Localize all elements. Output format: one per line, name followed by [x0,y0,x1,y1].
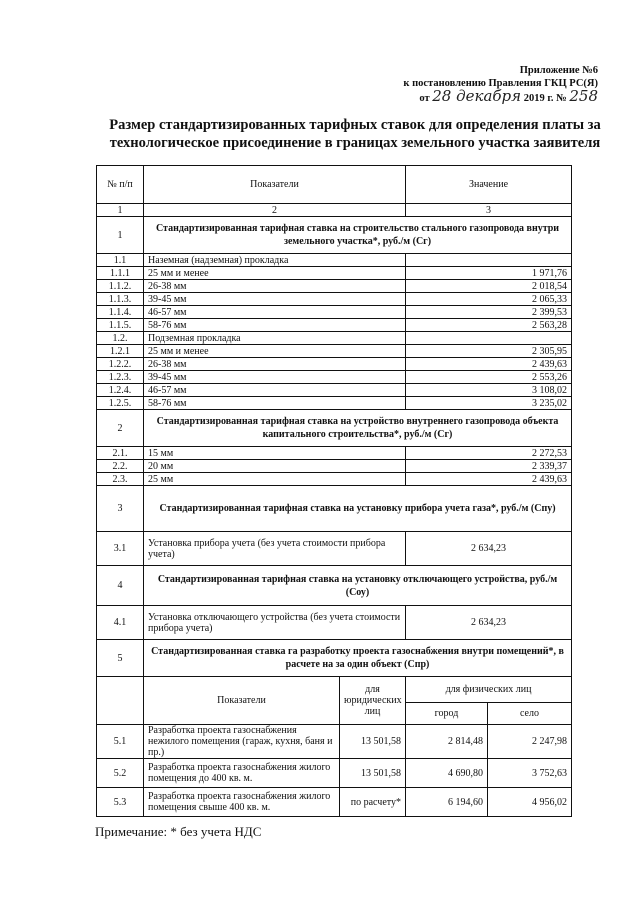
row-legal: 13 501,58 [340,759,406,788]
row-value: 2 634,23 [406,532,572,566]
table-row [97,293,572,306]
row-name: 46-57 мм [144,306,406,319]
section-title: Стандартизированная ставка га разработку проекта газоснабжения внутри помещений*, в расчете на за один объект (Спр) [144,640,572,677]
section-num: 3 [97,486,144,532]
subheader-physical: для физических лиц [406,677,572,703]
row-name: Установка отключающего устройства (без учета стоимости прибора учета) [144,606,406,640]
row-legal: по расчету* [340,788,406,817]
footnote: Примечание: * без учета НДС [95,824,262,839]
row-village: 3 752,63 [488,759,572,788]
row-num: 2.3. [97,473,144,486]
table-row [97,345,572,358]
index-cell: 1 [97,204,144,217]
table-row [97,319,572,332]
row-num: 3.1 [97,532,144,566]
row-num: 1.2. [97,332,144,345]
section-row [97,217,572,254]
row-name: Разработка проекта газоснабжения нежилого помещения (гараж, кухня, баня и пр.) [144,725,340,759]
section-title: Стандартизированная тарифная ставка на установку прибора учета газа*, руб./м (Спу) [144,486,572,532]
row-value [406,332,572,345]
date-suffix: 2019 г. № [523,93,567,104]
row-value: 2 439,63 [406,473,572,486]
row-num: 1.1.2. [97,280,144,293]
table-row [97,460,572,473]
header-value: Значение [406,166,572,204]
row-num: 1.1.1 [97,267,144,280]
row-name: 58-76 мм [144,397,406,410]
row-name: 58-76 мм [144,319,406,332]
section-title: Стандартизированная тарифная ставка на установку отключающего устройства, руб./м (Соу) [144,566,572,606]
row-value: 2 272,53 [406,447,572,460]
row-name: Наземная (надземная) прокладка [144,254,406,267]
subheader-name: Показатели [144,677,340,725]
table-row [97,332,572,345]
row-num: 4.1 [97,606,144,640]
handwritten-date: 28 декабря [432,87,522,105]
section-num: 1 [97,217,144,254]
table-row [97,254,572,267]
row-village: 2 247,98 [488,725,572,759]
header-name: Показатели [144,166,406,204]
row-value: 1 971,76 [406,267,572,280]
row-num: 5.2 [97,759,144,788]
row-num: 5.1 [97,725,144,759]
section-num: 2 [97,410,144,447]
table-row [97,384,572,397]
section-row [97,410,572,447]
table-body [97,166,572,817]
table-row [97,267,572,280]
row-num: 1.2.4. [97,384,144,397]
table-row [97,280,572,293]
row-name: Установка прибора учета (без учета стоимости прибора учета) [144,532,406,566]
row-num: 1.2.5. [97,397,144,410]
row-city: 6 194,60 [406,788,488,817]
table-row [97,306,572,319]
row-name: 46-57 мм [144,384,406,397]
section-title: Стандартизированная тарифная ставка на устройство внутреннего газопровода объекта капитального строительства*, руб./м (Сг) [144,410,572,447]
section-num: 4 [97,566,144,606]
row-value: 2 634,23 [406,606,572,640]
row-value: 2 439,63 [406,358,572,371]
index-cell: 3 [406,204,572,217]
table-row [97,371,572,384]
row-value: 2 018,54 [406,280,572,293]
index-cell: 2 [144,204,406,217]
row-value: 2 339,37 [406,460,572,473]
row-value: 2 563,28 [406,319,572,332]
handwritten-number: 258 [569,87,598,105]
section-title: Стандартизированная тарифная ставка на строительство стального газопровода внутри земельного участка*, руб./м (Сг) [144,217,572,254]
table-row [97,447,572,460]
row-num: 5.3 [97,788,144,817]
row-legal: 13 501,58 [340,725,406,759]
table-row [97,606,572,640]
section-row [97,566,572,606]
row-value: 2 065,33 [406,293,572,306]
row-village: 4 956,02 [488,788,572,817]
row-name: 39-45 мм [144,293,406,306]
table-row [97,358,572,371]
header-row [97,166,572,204]
table-row [97,725,572,759]
row-value: 3 235,02 [406,397,572,410]
resolution-label: к постановлению Правления ГКЦ РС(Я) [403,78,598,89]
appendix-label: Приложение №6 [519,65,598,76]
row-name: Подземная прокладка [144,332,406,345]
row-name: 20 мм [144,460,406,473]
table-row [97,759,572,788]
table-row [97,397,572,410]
subheader-legal: для юридических лиц [340,677,406,725]
subheader-city: город [406,703,488,725]
section-row [97,486,572,532]
row-value: 2 399,53 [406,306,572,319]
empty-cell [97,677,144,725]
row-name: 25 мм и менее [144,345,406,358]
row-name: Разработка проекта газоснабжения жилого помещения свыше 400 кв. м. [144,788,340,817]
row-num: 2.1. [97,447,144,460]
document-title: Размер стандартизированных тарифных ставок для определения платы за технологическое присоединение в границах земельного участка заявителя [109,117,601,151]
header-num: № п/п [97,166,144,204]
row-name: 25 мм и менее [144,267,406,280]
subheader-village: село [488,703,572,725]
row-name: 26-38 мм [144,358,406,371]
row-num: 1.1.3. [97,293,144,306]
document-header [403,64,598,105]
row-name: Разработка проекта газоснабжения жилого помещения до 400 кв. м. [144,759,340,788]
row-name: 26-38 мм [144,280,406,293]
row-num: 1.1.5. [97,319,144,332]
table-row [97,473,572,486]
table-row [97,788,572,817]
row-num: 2.2. [97,460,144,473]
row-value [406,254,572,267]
row-city: 2 814,48 [406,725,488,759]
row-city: 4 690,80 [406,759,488,788]
section-num: 5 [97,640,144,677]
row-num: 1.2.2. [97,358,144,371]
tariff-table [96,165,572,817]
row-name: 15 мм [144,447,406,460]
section-row [97,640,572,677]
row-value: 3 108,02 [406,384,572,397]
row-name: 39-45 мм [144,371,406,384]
index-row [97,204,572,217]
row-num: 1.1 [97,254,144,267]
date-prefix: от [419,93,430,104]
table-row [97,532,572,566]
resolution-date-line [403,87,598,105]
row-num: 1.1.4. [97,306,144,319]
row-name: 25 мм [144,473,406,486]
row-value: 2 305,95 [406,345,572,358]
row-num: 1.2.3. [97,371,144,384]
row-value: 2 553,26 [406,371,572,384]
subheader-row [97,677,572,703]
row-num: 1.2.1 [97,345,144,358]
